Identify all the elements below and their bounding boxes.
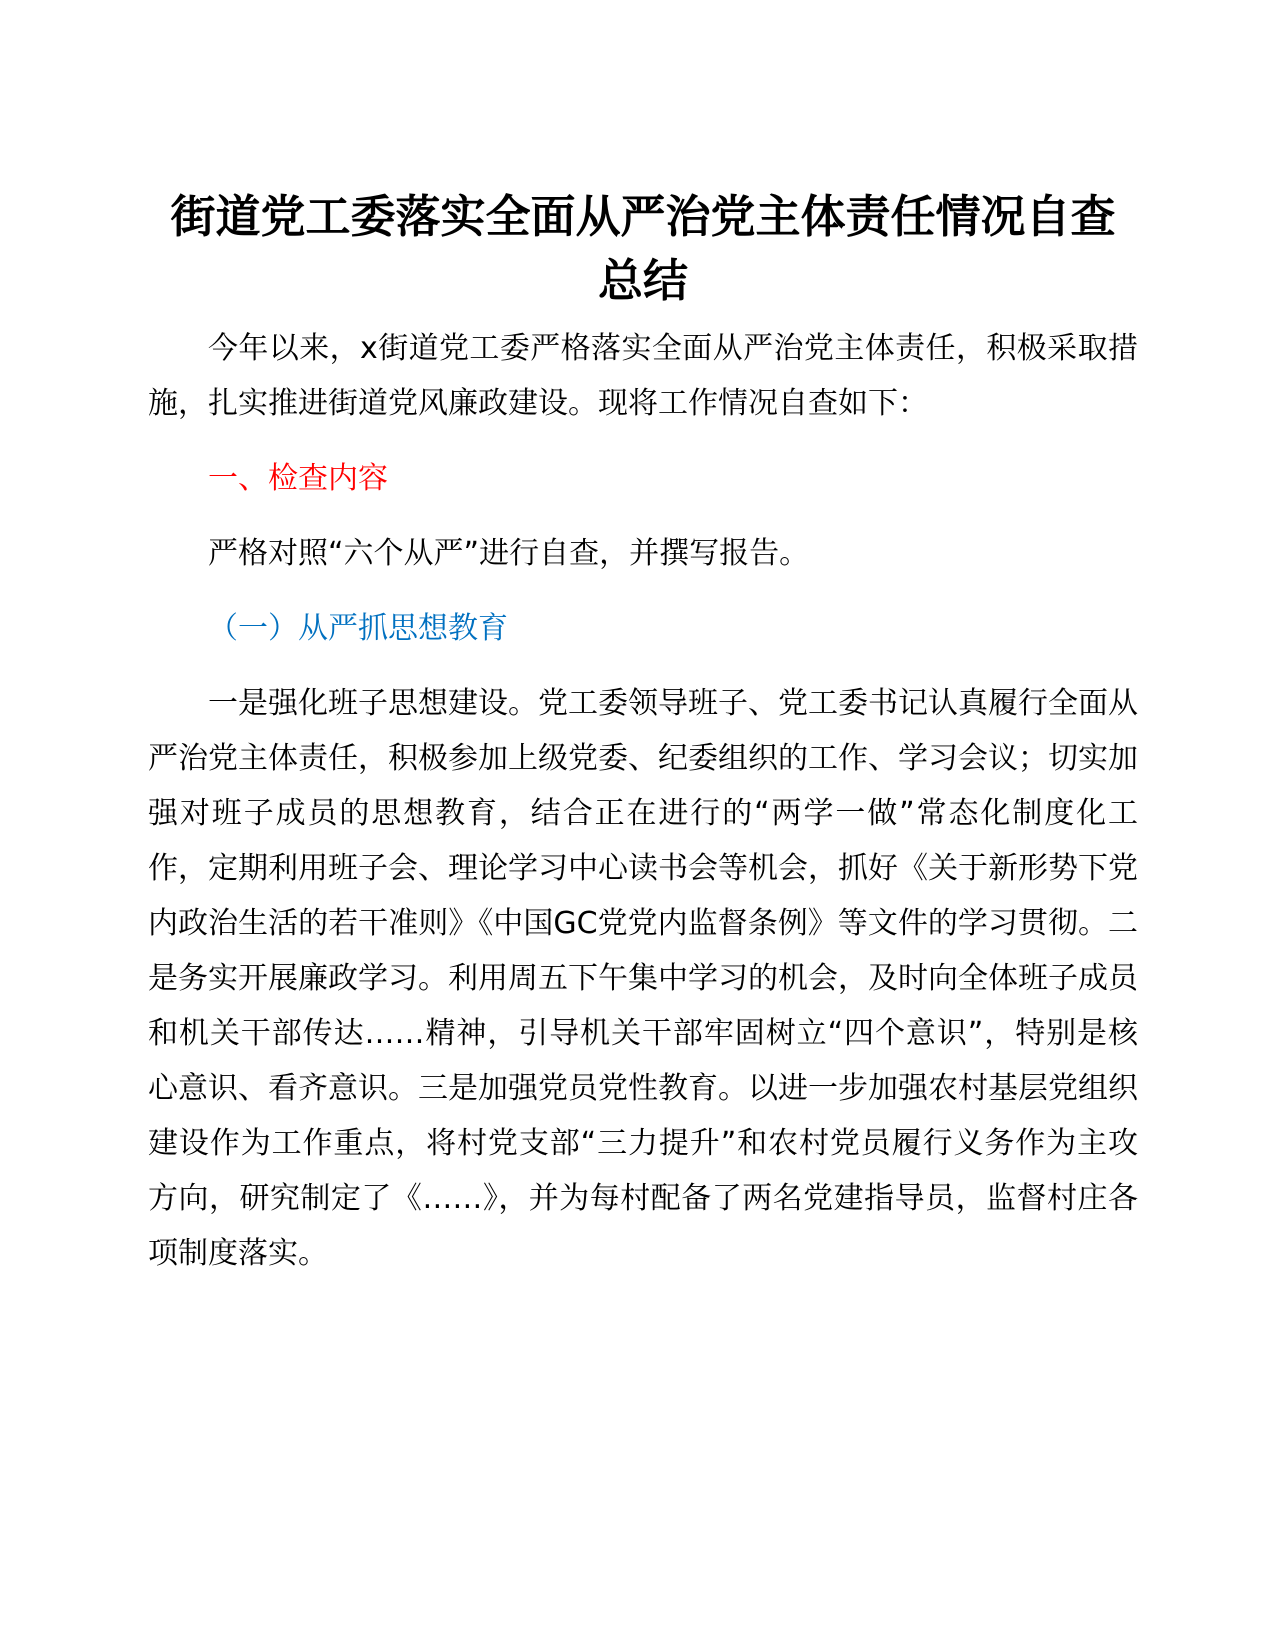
subsection-heading-education: （一）从严抓思想教育 <box>208 611 508 646</box>
section-text-inspection: 严格对照“六个从严”进行自查，并撰写报告。 <box>208 536 810 571</box>
document-page <box>148 185 1138 1281</box>
section-heading-inspection: 一、检查内容 <box>208 461 388 496</box>
subsection-text-education: 一是强化班子思想建设。党工委领导班子、党工委书记认真履行全面从严治党主体责任，积极参加上级党委、纪委组织的工作、学习会议；切实加强对班子成员的思想教育，结合正在进行的“两学一做”常态化制度化工作，定期利用班子会、理论学习中心读书会等机会，抓好《关于新形势下党内政治生活的若干准则》《中国GC党党内监督条例》等文件的学习贯彻。二是务实开展廉政学习。利用周五下午集中学习的机会，及时向全体班子成员和机关干部传达……精神，引导机关干部牢固树立“四个意识”，特别是核心意识、看齐意识。三是加强党员党性教育。以进一步加强农村基层党组织建设作为工作重点，将村党支部“三力提升”和农村党员履行义务作为主攻方向，研究制定了《……》，并为每村配备了两名党建指导员，监督村庄各项制度落实。 <box>148 686 1138 1271</box>
document-title <box>148 185 1138 315</box>
title-line-1: 街道党工委落实全面从严治党主体责任情况自查 <box>170 190 1116 243</box>
title-line-2: 总结 <box>597 254 688 307</box>
intro-paragraph: 今年以来，x街道党工委严格落实全面从严治党主体责任，积极采取措施，扎实推进街道党风廉政建设。现将工作情况自查如下： <box>148 331 1138 421</box>
